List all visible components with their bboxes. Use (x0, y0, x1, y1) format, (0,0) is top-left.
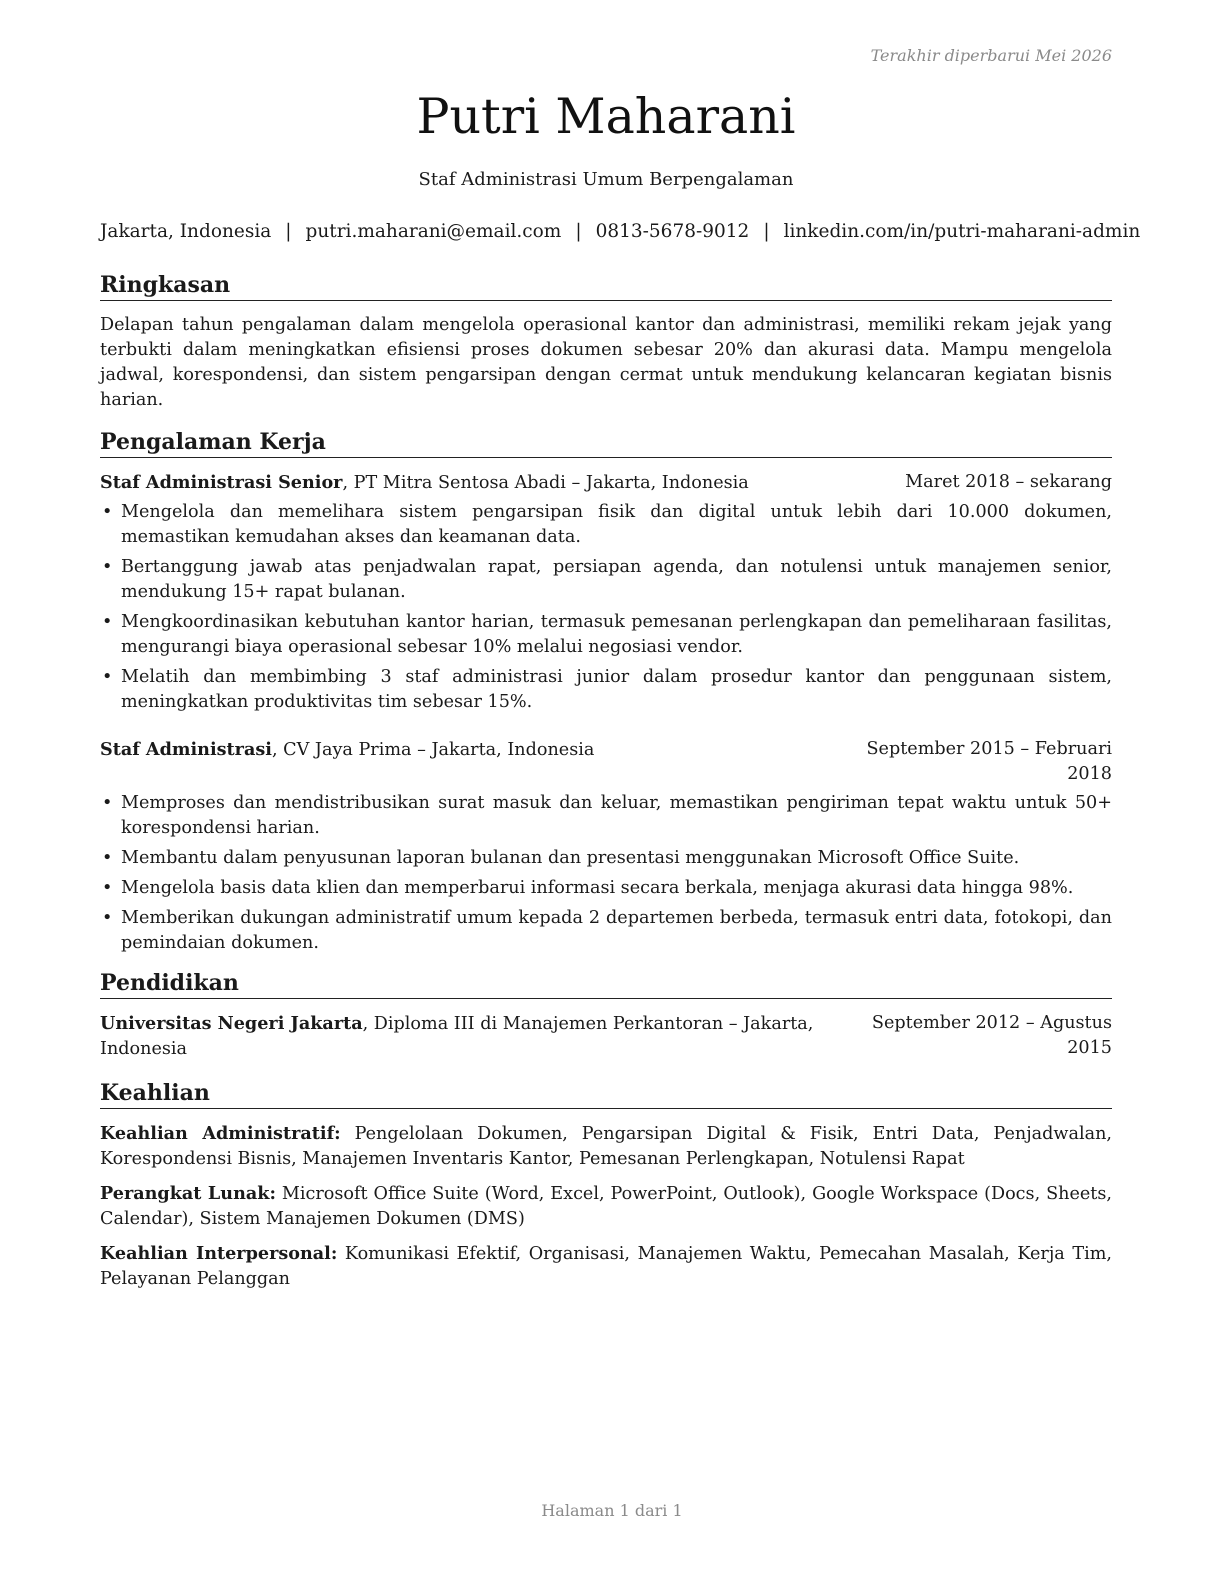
job-bullet-list (100, 791, 1112, 956)
candidate-name: Putri Maharani (416, 88, 796, 145)
summary-text: Delapan tahun pengalaman dalam mengelola operasional kantor dan administrasi, memiliki rekam jejak yang terbukti dalam meningkatkan efisiensi proses dokumen sebesar 20% dan akurasi data. Mampu mengelola jadwal, korespondensi, dan sistem pengarsipan dengan cermat untuk mendukung kelancaran kegiatan bisnis harian. (100, 315, 1112, 410)
job-bullet-text: Bertanggung jawab atas penjadwalan rapat, persiapan agenda, dan notulensi untuk manajemen senior, mendukung 15+ rapat bulanan. (121, 557, 1112, 602)
bullet-icon: • (102, 793, 113, 813)
bullet-icon: • (102, 878, 113, 898)
job-header (100, 737, 1112, 787)
bullet-icon: • (102, 502, 113, 522)
job-bullet (100, 500, 1112, 550)
summary-heading: Ringkasan (100, 270, 1112, 301)
skill-text: Pengelolaan Dokumen, Pengarsipan Digital & Fisik, Entri Data, Penjadwalan, Korespondensi Bisnis, Manajemen Inventaris Kantor, Pemesanan Perlengkapan, Notulensi Rapat (100, 1124, 1112, 1169)
job-bullet-text: Mengelola basis data klien dan memperbarui informasi secara berkala, menjaga akurasi data hingga 98%. (121, 878, 1074, 898)
job-bullet (100, 791, 1112, 841)
skill-text: Microsoft Office Suite (Word, Excel, PowerPoint, Outlook), Google Workspace (Docs, Sheets, Calendar), Sistem Manajemen Dokumen (DMS) (100, 1184, 1113, 1229)
last-updated-note: Terakhir diperbarui Mei 2026 (870, 46, 1112, 65)
job-bullet-text: Memproses dan mendistribusikan surat masuk dan keluar, memastikan pengiriman tepat waktu untuk 50+ korespondensi harian. (121, 793, 1112, 838)
contact-separator: | (575, 221, 582, 242)
experience-section (100, 427, 1112, 956)
job-bullet-text: Mengelola dan memelihara sistem pengarsipan fisik dan digital untuk lebih dari 10.000 dokumen, memastikan kemudahan akses dan keamanan data. (121, 502, 1112, 547)
skill-row (100, 1121, 1112, 1172)
job-role-company (100, 470, 905, 496)
job-bullet-text: Membantu dalam penyusunan laporan bulanan dan presentasi menggunakan Microsoft Office Suite. (121, 848, 1020, 868)
job-bullet (100, 846, 1112, 871)
summary-section (100, 270, 1112, 413)
job-role: Staf Administrasi Senior (100, 472, 343, 493)
page-number-footer: Halaman 1 dari 1 (541, 1501, 683, 1520)
skills-section (100, 1078, 1112, 1292)
education-detail: , Diploma III di Manajemen Perkantoran – Jakarta, Indonesia (100, 1014, 814, 1059)
job-dates: September 2015 – Februari 2018 (866, 739, 1112, 784)
job-bullet (100, 610, 1112, 660)
job-role-company (100, 737, 862, 763)
job-bullet-list (100, 500, 1112, 715)
bullet-icon: • (102, 667, 113, 687)
job-role: Staf Administrasi (100, 739, 272, 760)
job-entry (100, 470, 1112, 715)
skill-text: Komunikasi Efektif, Organisasi, Manajemen Waktu, Pemecahan Masalah, Kerja Tim, Pelayanan Pelanggan (100, 1244, 1112, 1289)
bullet-icon: • (102, 908, 113, 928)
job-bullet-text: Mengkoordinasikan kebutuhan kantor harian, termasuk pemesanan perlengkapan dan pemeliharaan fasilitas, mengurangi biaya operasional sebesar 10% melalui negosiasi vendor. (121, 612, 1112, 657)
contact-line (100, 220, 1141, 244)
candidate-headline: Staf Administrasi Umum Berpengalaman (418, 169, 794, 190)
job-company: , CV Jaya Prima – Jakarta, Indonesia (271, 740, 595, 760)
education-heading: Pendidikan (100, 968, 1112, 999)
contact-separator: | (763, 221, 770, 242)
job-bullet (100, 665, 1112, 715)
resume-content (100, 270, 1112, 1301)
contact-separator: | (285, 221, 292, 242)
experience-heading: Pengalaman Kerja (100, 427, 1112, 458)
contact-email[interactable]: putri.maharani@email.com (305, 221, 562, 242)
education-entry (100, 1011, 1112, 1062)
education-dates: September 2012 – Agustus 2015 (871, 1013, 1112, 1058)
skill-label: Keahlian Interpersonal: (100, 1243, 338, 1264)
job-dates: Maret 2018 – sekarang (905, 472, 1112, 492)
skill-label: Keahlian Administratif: (100, 1123, 341, 1144)
education-school: Universitas Negeri Jakarta (100, 1013, 363, 1034)
skill-label: Perangkat Lunak: (100, 1183, 276, 1204)
job-bullet (100, 906, 1112, 956)
job-bullet (100, 876, 1112, 901)
education-section (100, 968, 1112, 1062)
job-bullet (100, 555, 1112, 605)
job-company: , PT Mitra Sentosa Abadi – Jakarta, Indonesia (342, 473, 749, 493)
job-header (100, 470, 1112, 496)
job-entry (100, 737, 1112, 956)
contact-location: Jakarta, Indonesia (100, 221, 272, 242)
skills-heading: Keahlian (100, 1078, 1112, 1109)
education-school-detail (100, 1011, 842, 1062)
skill-row (100, 1181, 1112, 1232)
contact-linkedin[interactable]: linkedin.com/in/putri-maharani-admin (783, 221, 1141, 242)
bullet-icon: • (102, 557, 113, 577)
job-bullet-text: Melatih dan membimbing 3 staf administrasi junior dalam prosedur kantor dan penggunaan sistem, meningkatkan produktivitas tim sebesar 15%. (121, 667, 1112, 712)
contact-phone: 0813-5678-9012 (595, 221, 750, 242)
job-bullet-text: Memberikan dukungan administratif umum kepada 2 departemen berbeda, termasuk entri data, fotokopi, dan pemindaian dokumen. (121, 908, 1112, 953)
skill-row (100, 1241, 1112, 1292)
bullet-icon: • (102, 612, 113, 632)
bullet-icon: • (102, 848, 113, 868)
